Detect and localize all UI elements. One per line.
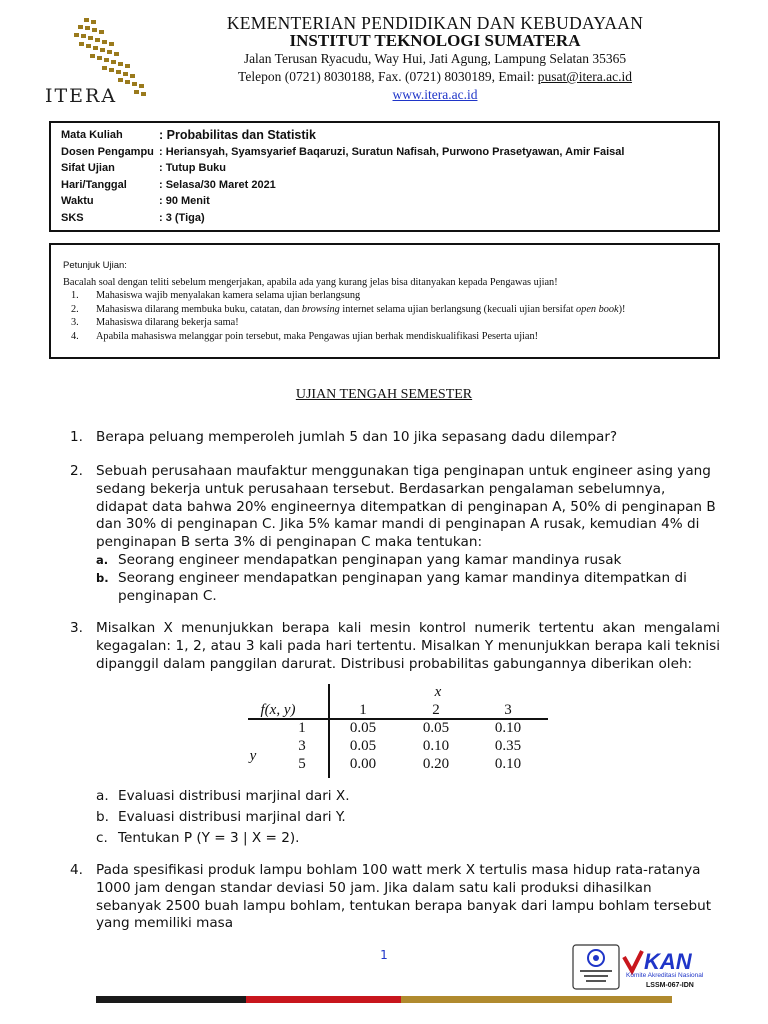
website-link[interactable]: www.itera.ac.id (392, 87, 478, 102)
sub-label: a. (96, 552, 109, 567)
sub-question (96, 788, 720, 806)
info-row (61, 193, 708, 210)
letterhead (150, 14, 720, 104)
x-value: 3 (504, 702, 512, 718)
info-value: : Heriansyah, Syamsyarief Baqaruzi, Suratun Nafisah, Purwono Prasetyawan, Amir Faisal (159, 145, 625, 158)
ministry-name: KEMENTERIAN PENDIDIKAN DAN KEBUDAYAAN (226, 13, 644, 33)
rule-text: Mahasiswa dilarang bekerja sama! (96, 317, 239, 329)
probability-cell: 0.20 (422, 756, 450, 772)
rule-number: 3. (71, 317, 79, 329)
exam-rules-box (49, 243, 720, 359)
x-value: 2 (432, 702, 440, 718)
table-corner-label: f(x, y) (260, 702, 296, 718)
rule-text: Mahasiswa wajib menyalakan kamera selama ujian berlangsung (96, 290, 361, 302)
course-info-box (49, 121, 720, 232)
page-number: 1 (380, 948, 388, 962)
info-row (61, 144, 708, 161)
institute-name: INSTITUT TEKNOLOGI SUMATERA (289, 31, 581, 50)
rule-item (63, 330, 706, 344)
probability-cell: 0.00 (349, 756, 377, 772)
y-value: 3 (298, 738, 306, 754)
question-number: 1. (70, 429, 83, 445)
probability-cell: 0.05 (422, 720, 450, 736)
question-number: 4. (70, 862, 83, 878)
rule-number: 2. (71, 303, 79, 315)
rule-item (63, 303, 706, 317)
question-text: Berapa peluang memperoleh jumlah 5 dan 10 jika sepasang dadu dilempar? (96, 429, 618, 445)
joint-distribution-table (248, 684, 548, 778)
question-text: Sebuah perusahaan maufaktur menggunakan tiga penginapan untuk engineer asing yang sedang bekerja untuk perusahaan tersebut. Berdasarkan pengalaman sebelumnya, didapat data bahwa 20% engineernya ditempatkan di penginapan A, 50% di penginapan B dan 30% di penginapan C. Jika 5% kamar mandi di penginapan A rusak, kemudian 4% di penginapan B serta 3% di penginapan C maka tentukan: (96, 463, 716, 551)
sub-text: Evaluasi distribusi marjinal dari X. (118, 788, 350, 804)
table-divider-vertical (328, 684, 330, 778)
footer-color-bar (96, 996, 672, 1003)
address: Jalan Terusan Ryacudu, Way Hui, Jati Agung, Lampung Selatan 35365 (243, 51, 627, 66)
info-row (61, 160, 708, 177)
info-key: Hari/Tanggal (61, 178, 127, 191)
probability-cell: 0.10 (494, 756, 522, 772)
sub-question (96, 570, 720, 606)
sub-question (96, 552, 720, 570)
question-2 (70, 463, 720, 605)
info-key: Sifat Ujian (61, 162, 115, 175)
rule-text: Mahasiswa dilarang membuka buku, catatan, dan browsing internet selama ujian berlangsung (kecuali ujian bersifat open book)! (96, 303, 626, 315)
x-value: 1 (359, 702, 367, 718)
sub-text: Evaluasi distribusi marjinal dari Y. (118, 808, 346, 825)
info-row (61, 210, 708, 227)
email-link[interactable]: pusat@itera.ac.id (537, 69, 632, 84)
question-number: 2. (70, 463, 83, 479)
probability-cell: 0.05 (349, 720, 377, 736)
x-axis-label: x (434, 684, 442, 700)
sub-label: a. (96, 788, 109, 804)
contact-line (150, 68, 720, 86)
color-bar-gold (401, 996, 672, 1003)
rule-text: Apabila mahasiswa melanggar poin tersebut, maka Pengawas ujian berhak mendiskualifikasi Peserta ujian! (96, 330, 539, 342)
kan-accreditation-logo (622, 947, 722, 989)
color-bar-black (96, 996, 246, 1003)
info-value: : 90 Menit (159, 195, 210, 208)
y-value: 1 (298, 720, 306, 736)
question-4 (70, 862, 720, 933)
info-row (61, 177, 708, 194)
rule-number: 1. (71, 290, 79, 302)
kan-subtitle: Komite Akreditasi Nasional (626, 972, 704, 979)
y-value: 5 (298, 756, 306, 772)
sub-text: Tentukan P (Y = 3 | X = 2). (118, 829, 300, 846)
info-value: : Selasa/30 Maret 2021 (159, 178, 276, 191)
info-key: Mata Kuliah (61, 129, 123, 141)
kan-logo-text: KAN (644, 949, 692, 974)
logo-text: ITERA (45, 85, 118, 107)
question-number: 3. (70, 620, 83, 636)
rule-number: 4. (71, 330, 79, 342)
rules-list (63, 289, 706, 343)
info-key: SKS (61, 211, 84, 224)
probability-cell: 0.05 (349, 738, 377, 754)
question-3-subparts (70, 788, 720, 847)
question-text: Pada spesifikasi produk lampu bohlam 100 watt merk X tertulis masa hidup rata-ratanya 1000 jam dengan standar deviasi 50 jam. Jika dalam satu kali produksi dihasilkan sebanyak 2500 buah lampu bohlam, tentukan berapa banyak dari lampu bohlam tersebut yang memiliki masa (96, 862, 712, 932)
info-value: : Probabilitas dan Statistik (159, 128, 316, 142)
color-bar-red (246, 996, 401, 1003)
sub-label: b. (96, 570, 109, 585)
question-1 (70, 429, 720, 447)
rule-item (63, 289, 706, 303)
info-row (61, 127, 708, 144)
exam-title: UJIAN TENGAH SEMESTER (295, 387, 473, 402)
rule-item (63, 316, 706, 330)
sub-question (96, 809, 720, 827)
probability-cell: 0.35 (494, 738, 522, 754)
question-text: Misalkan X menunjukkan berapa kali mesin kontrol numerik tertentu akan mengalami kegagalan: 1, 2, atau 3 kali pada hari tertentu. Misalkan Y menunjukkan berapa kali teknisi dipanggil dalam panggilan darurat. Distribusi probabilitas gabungannya diberikan oleh: (96, 620, 720, 672)
rules-intro: Bacalah soal dengan teliti sebelum mengerjakan, apabila ada yang kurang jelas bisa ditanyakan kepada Pengawas ujian! (63, 276, 558, 288)
info-value: : 3 (Tiga) (159, 211, 205, 224)
rules-title: Petunjuk Ujian: (63, 260, 127, 271)
sub-text: Seorang engineer mendapatkan penginapan yang kamar mandinya ditempatkan di penginapan C. (118, 569, 687, 604)
info-key: Dosen Pengampu (61, 145, 154, 158)
info-key: Waktu (61, 195, 94, 208)
sub-label: c. (96, 829, 108, 846)
sub-question (96, 830, 720, 848)
info-value: : Tutup Buku (159, 162, 226, 175)
y-axis-label: y (249, 748, 257, 764)
sub-label: b. (96, 808, 109, 825)
probability-cell: 0.10 (422, 738, 450, 754)
iso-certification-icon (572, 944, 620, 990)
sub-text: Seorang engineer mendapatkan penginapan yang kamar mandinya rusak (118, 551, 622, 568)
probability-cell: 0.10 (494, 720, 522, 736)
kan-code: LSSM-067-IDN (646, 982, 694, 989)
question-3 (70, 620, 720, 673)
contact-prefix: Telepon (0721) 8030188, Fax. (0721) 8030189, Email: (238, 69, 538, 84)
